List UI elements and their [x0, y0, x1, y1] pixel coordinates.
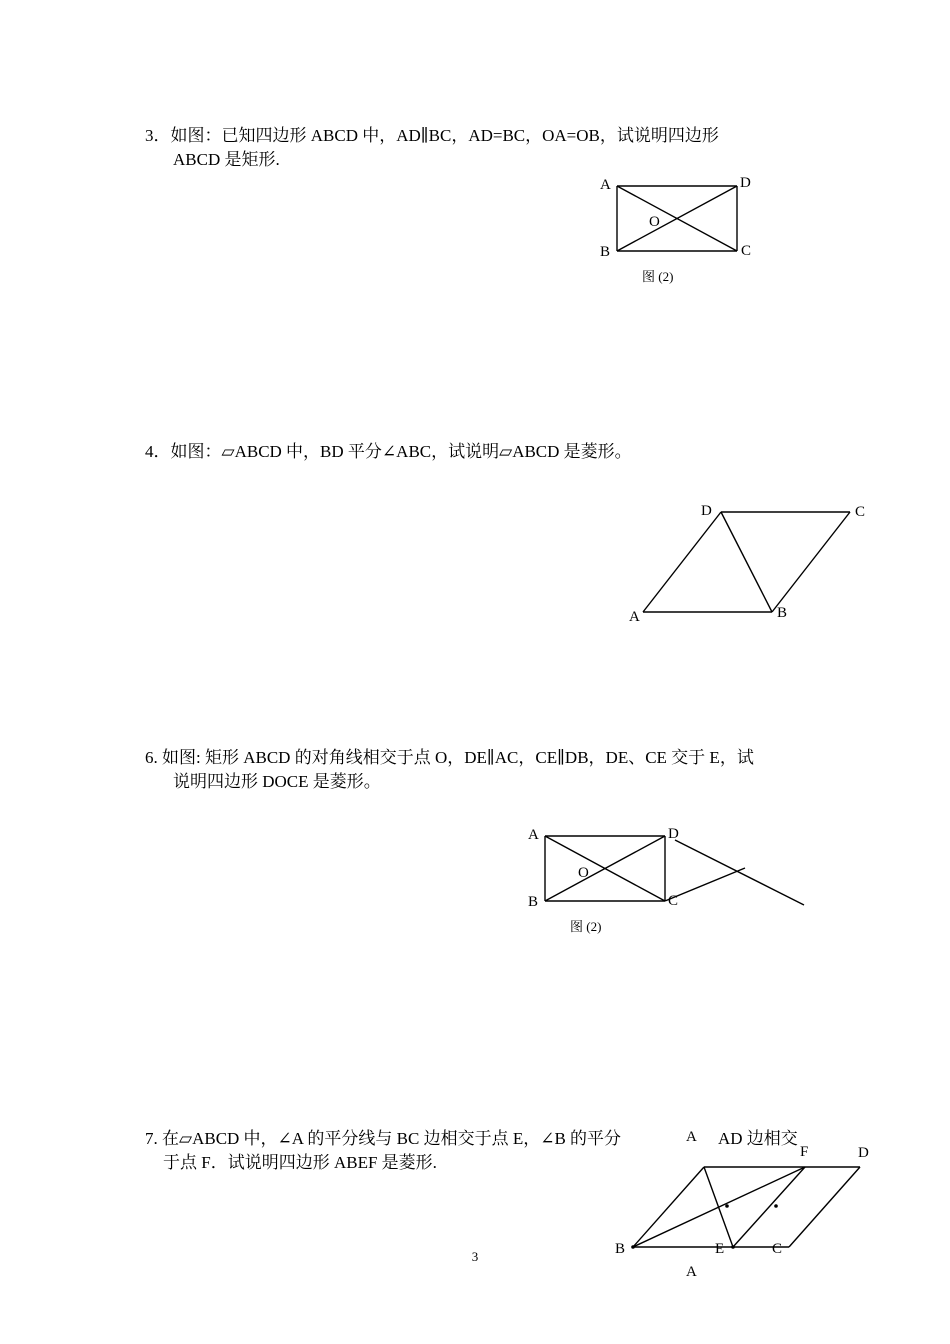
problem-4-line-1: 4．如图：▱ABCD 中，BD 平分∠ABC，试说明▱ABCD 是菱形。 [145, 442, 632, 461]
label-a-bottom: A [686, 1264, 697, 1280]
problem-3-line-1: 3．如图：已知四边形 ABCD 中，AD∥BC，AD=BC，OA=OB，试说明四边形 [145, 126, 719, 145]
label-d: D [668, 826, 679, 842]
figure-rectangle-abcd [590, 170, 770, 290]
label-b: B [528, 894, 539, 910]
label-a: A [600, 177, 611, 193]
figure-rectangle-doce [520, 820, 820, 940]
label-d: D [740, 175, 751, 191]
label-o: O [578, 865, 589, 881]
figure-rhombus-abcd [620, 500, 880, 630]
problem-3-line-2: ABCD 是矩形. [173, 150, 280, 169]
label-a: A [629, 609, 640, 625]
problem-7-line-1-text: 7. 在▱ABCD 中，∠A 的平分线与 BC 边相交于点 E，∠B 的平分 [145, 1129, 622, 1148]
label-o: O [649, 214, 660, 230]
problem-7-line-2: 于点 F．试说明四边形 ABEF 是菱形. [163, 1153, 437, 1172]
label-e: E [715, 1241, 725, 1257]
problem-6-line-1: 6. 如图: 矩形 ABCD 的对角线相交于点 O，DE∥AC，CE∥DB，DE、CE 交于 E，试 [145, 748, 754, 767]
problem-7-line-1-continued: AD 边相交 [718, 1129, 798, 1148]
problem-6-line-2: 说明四边形 DOCE 是菱形。 [173, 772, 381, 791]
figure-caption: 图 (2) [642, 269, 674, 284]
label-f: F [800, 1144, 809, 1160]
problem-3 [145, 124, 815, 172]
page-number: 3 [471, 1249, 479, 1264]
label-c: C [668, 893, 679, 909]
label-d: D [701, 503, 712, 519]
problem-4 [145, 440, 815, 464]
problem-6 [145, 746, 815, 794]
label-a-top: A [686, 1129, 697, 1145]
label-d: D [858, 1145, 869, 1161]
label-c: C [772, 1241, 783, 1257]
label-c: C [855, 504, 866, 520]
figure-caption: 图 (2) [570, 919, 602, 934]
label-c: C [741, 243, 752, 259]
label-b: B [777, 605, 788, 621]
label-a: A [528, 827, 539, 843]
label-b: B [615, 1241, 626, 1257]
label-b: B [600, 244, 611, 260]
